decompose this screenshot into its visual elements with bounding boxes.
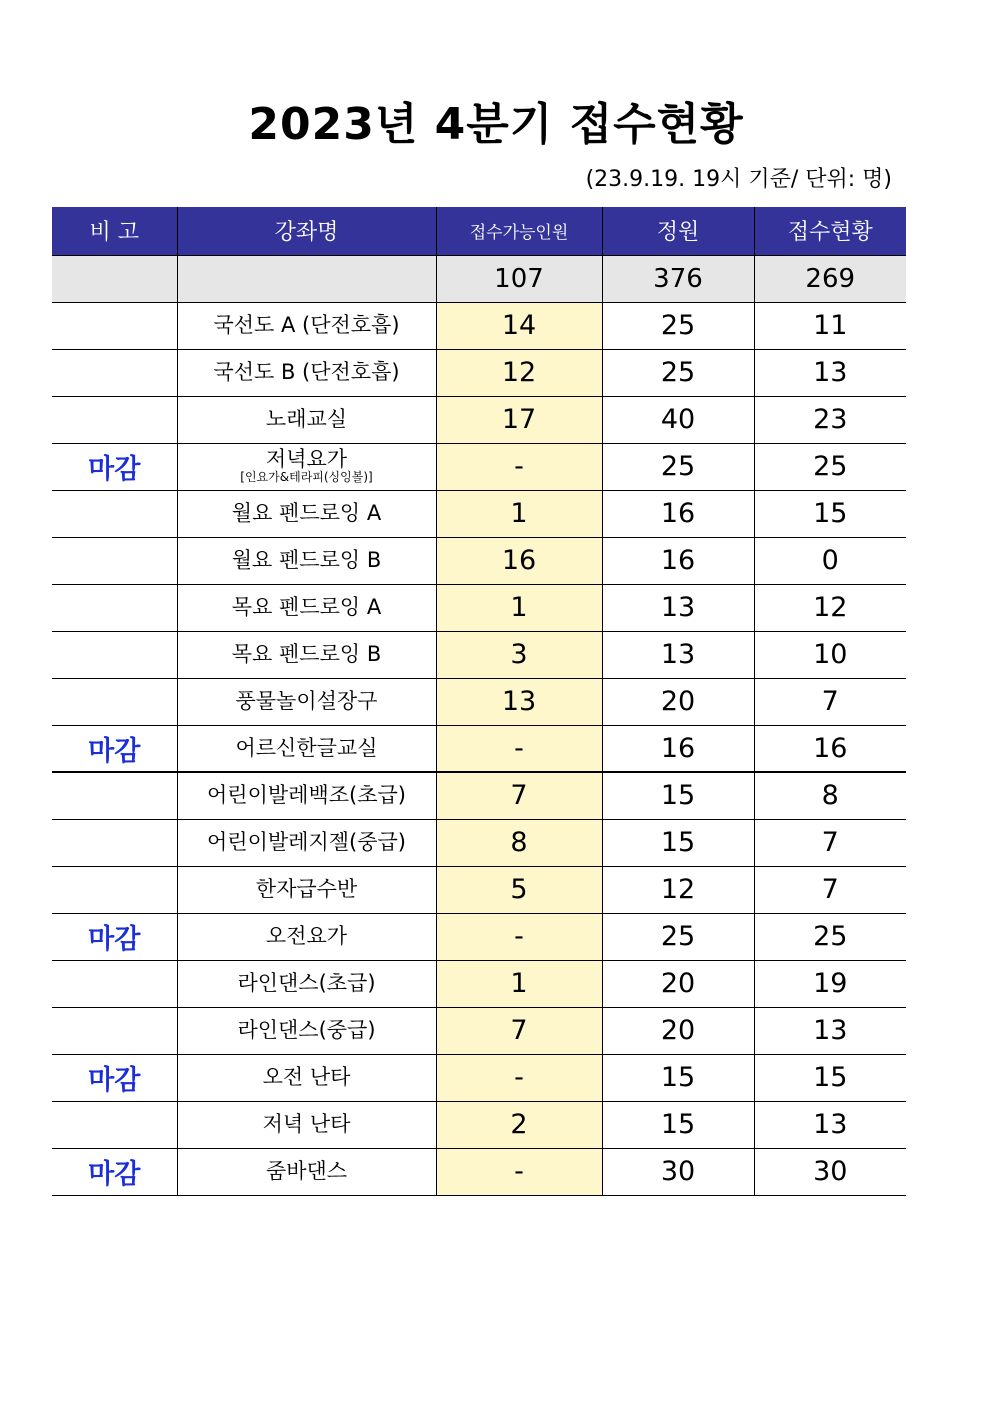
table-row <box>52 725 906 772</box>
applied-cell: 23 <box>754 396 906 443</box>
course-name-cell <box>177 537 436 584</box>
page-title: 2023년 4분기 접수현황 <box>248 99 744 150</box>
course-name: 목요 펜드로잉 B <box>231 641 382 666</box>
available-cell: - <box>436 913 602 960</box>
capacity-cell: 13 <box>602 631 754 678</box>
header-row <box>52 207 906 255</box>
table-row <box>52 960 906 1007</box>
available-cell: - <box>436 725 602 772</box>
applied-cell: 13 <box>754 1101 906 1148</box>
capacity-cell: 20 <box>602 678 754 725</box>
available-cell: 14 <box>436 302 602 349</box>
header-capacity: 정원 <box>602 207 754 255</box>
table-row <box>52 349 906 396</box>
capacity-cell: 25 <box>602 443 754 490</box>
course-name-cell <box>177 302 436 349</box>
course-subtitle: [인요가&테라피(싱잉볼)] <box>240 470 373 485</box>
course-name-cell <box>177 1054 436 1101</box>
applied-cell: 13 <box>754 1007 906 1054</box>
remark-cell: 마감 <box>52 443 177 490</box>
applied-cell: 7 <box>754 678 906 725</box>
table-row <box>52 1101 906 1148</box>
course-name: 저녁 난타 <box>262 1111 351 1136</box>
remark-cell <box>52 1101 177 1148</box>
available-cell: 8 <box>436 819 602 866</box>
available-cell: 5 <box>436 866 602 913</box>
reference-note: (23.9.19. 19시 기준/ 단위: 명) <box>585 167 892 192</box>
remark-cell <box>52 302 177 349</box>
remark-cell <box>52 584 177 631</box>
applied-cell: 7 <box>754 819 906 866</box>
course-name: 라인댄스(중급) <box>237 1017 376 1042</box>
available-cell: 7 <box>436 1007 602 1054</box>
totals-name <box>177 255 436 302</box>
available-cell: 3 <box>436 631 602 678</box>
course-name-cell <box>177 913 436 960</box>
remark-cell <box>52 866 177 913</box>
capacity-cell: 15 <box>602 1054 754 1101</box>
header-course-name: 강좌명 <box>177 207 436 255</box>
applied-cell: 30 <box>754 1148 906 1195</box>
applied-cell: 0 <box>754 537 906 584</box>
capacity-cell: 15 <box>602 772 754 819</box>
remark-cell <box>52 490 177 537</box>
course-name-cell <box>177 443 436 490</box>
course-name: 노래교실 <box>265 406 348 431</box>
course-name: 목요 펜드로잉 A <box>231 594 382 619</box>
applied-cell: 10 <box>754 631 906 678</box>
applied-cell: 25 <box>754 443 906 490</box>
table-row <box>52 866 906 913</box>
course-name-cell <box>177 1007 436 1054</box>
course-name: 줌바댄스 <box>265 1158 348 1183</box>
table-row <box>52 443 906 490</box>
available-cell: - <box>436 1054 602 1101</box>
course-name-cell <box>177 349 436 396</box>
applied-cell: 13 <box>754 349 906 396</box>
capacity-cell: 15 <box>602 819 754 866</box>
table-row <box>52 1054 906 1101</box>
header-available: 접수가능인원 <box>436 207 602 255</box>
applied-cell: 12 <box>754 584 906 631</box>
course-name: 어린이발레지젤(중급) <box>207 829 406 854</box>
totals-row <box>52 255 906 302</box>
table-row <box>52 302 906 349</box>
course-name: 국선도 B (단전호흡) <box>213 359 400 384</box>
applied-cell: 11 <box>754 302 906 349</box>
capacity-cell: 25 <box>602 302 754 349</box>
capacity-cell: 20 <box>602 960 754 1007</box>
available-cell: 1 <box>436 490 602 537</box>
applied-cell: 19 <box>754 960 906 1007</box>
table-row <box>52 678 906 725</box>
available-cell: - <box>436 443 602 490</box>
course-name: 어르신한글교실 <box>235 735 378 760</box>
totals-applied: 269 <box>754 255 906 302</box>
capacity-cell: 20 <box>602 1007 754 1054</box>
course-name-cell <box>177 396 436 443</box>
capacity-cell: 16 <box>602 725 754 772</box>
course-name-cell <box>177 960 436 1007</box>
available-cell: 1 <box>436 960 602 1007</box>
course-name-cell <box>177 1148 436 1195</box>
capacity-cell: 16 <box>602 490 754 537</box>
capacity-cell: 13 <box>602 584 754 631</box>
course-name-cell <box>177 725 436 772</box>
course-name-cell <box>177 866 436 913</box>
table-row <box>52 1007 906 1054</box>
course-name: 오전 난타 <box>262 1064 351 1089</box>
course-name-cell <box>177 1101 436 1148</box>
table-row <box>52 490 906 537</box>
available-cell: 16 <box>436 537 602 584</box>
table-row <box>52 1148 906 1195</box>
course-name-cell <box>177 819 436 866</box>
remark-cell <box>52 772 177 819</box>
applied-cell: 15 <box>754 1054 906 1101</box>
course-name: 월요 펜드로잉 A <box>231 500 382 525</box>
remark-cell <box>52 631 177 678</box>
applied-cell: 8 <box>754 772 906 819</box>
remark-cell: 마감 <box>52 1148 177 1195</box>
remark-cell <box>52 537 177 584</box>
table-row <box>52 584 906 631</box>
course-name-cell <box>177 490 436 537</box>
remark-cell <box>52 819 177 866</box>
remark-cell <box>52 396 177 443</box>
course-name: 오전요가 <box>265 923 348 948</box>
header-remark: 비 고 <box>52 207 177 255</box>
remark-cell: 마감 <box>52 1054 177 1101</box>
course-name: 월요 펜드로잉 B <box>231 547 382 572</box>
remark-cell: 마감 <box>52 725 177 772</box>
applied-cell: 25 <box>754 913 906 960</box>
course-name: 한자급수반 <box>255 876 358 901</box>
applied-cell: 16 <box>754 725 906 772</box>
capacity-cell: 25 <box>602 913 754 960</box>
course-name-cell <box>177 584 436 631</box>
remark-cell <box>52 960 177 1007</box>
available-cell: 17 <box>436 396 602 443</box>
course-name: 국선도 A (단전호흡) <box>213 312 400 337</box>
table-row <box>52 819 906 866</box>
totals-remark <box>52 255 177 302</box>
available-cell: 13 <box>436 678 602 725</box>
course-name: 저녁요가 <box>265 447 348 472</box>
header-applied: 접수현황 <box>754 207 906 255</box>
available-cell: 7 <box>436 772 602 819</box>
remark-cell <box>52 678 177 725</box>
available-cell: 2 <box>436 1101 602 1148</box>
available-cell: - <box>436 1148 602 1195</box>
course-name: 라인댄스(초급) <box>237 970 376 995</box>
capacity-cell: 30 <box>602 1148 754 1195</box>
capacity-cell: 40 <box>602 396 754 443</box>
table-row <box>52 396 906 443</box>
table-row <box>52 631 906 678</box>
remark-cell: 마감 <box>52 913 177 960</box>
applied-cell: 7 <box>754 866 906 913</box>
course-name-cell <box>177 631 436 678</box>
capacity-cell: 15 <box>602 1101 754 1148</box>
table-row <box>52 537 906 584</box>
registration-table <box>52 207 906 1196</box>
available-cell: 12 <box>436 349 602 396</box>
course-name: 어린이발레백조(초급) <box>207 783 406 808</box>
capacity-cell: 25 <box>602 349 754 396</box>
applied-cell: 15 <box>754 490 906 537</box>
totals-capacity: 376 <box>602 255 754 302</box>
remark-cell <box>52 349 177 396</box>
available-cell: 1 <box>436 584 602 631</box>
course-name-cell <box>177 772 436 819</box>
course-name-cell <box>177 678 436 725</box>
table-row <box>52 913 906 960</box>
remark-cell <box>52 1007 177 1054</box>
capacity-cell: 12 <box>602 866 754 913</box>
totals-available: 107 <box>436 255 602 302</box>
course-name: 풍물놀이설장구 <box>235 688 378 713</box>
capacity-cell: 16 <box>602 537 754 584</box>
table-row <box>52 772 906 819</box>
